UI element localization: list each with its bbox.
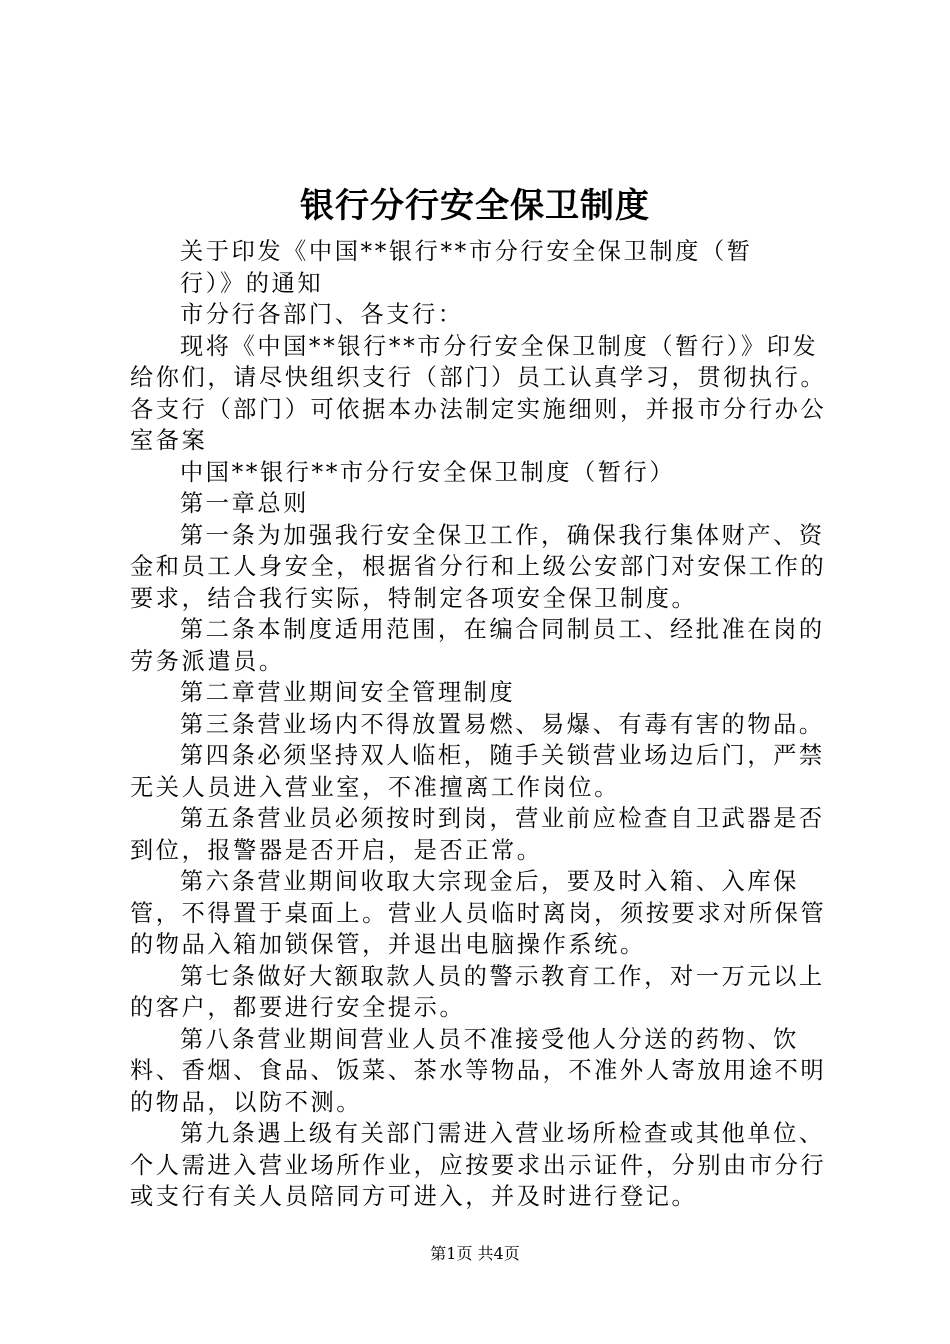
article-paragraph: 第四条必须坚持双人临柜，随手关锁营业场边后门，严禁无关人员进入营业室，不准擅离工作岗位。 <box>130 742 825 801</box>
article-paragraph: 第二条本制度适用范围，在编合同制员工、经批准在岗的劳务派遣员。 <box>130 616 825 675</box>
regulation-title: 中国**银行**市分行安全保卫制度（暂行） <box>180 458 676 486</box>
paragraph-intro: 现将《中国**银行**市分行安全保卫制度（暂行）》印发给你们，请尽快组织支行（部门）员工认真学习，贯彻执行。各支行（部门）可依据本办法制定实施细则，并报市分行办公室备案 <box>130 332 827 454</box>
article-paragraph: 第七条做好大额取款人员的警示教育工作，对一万元以上的客户，都要进行安全提示。 <box>130 962 825 1021</box>
page-number-footer: 第1页 共4页 <box>430 1244 520 1263</box>
article-paragraph: 第九条遇上级有关部门需进入营业场所检查或其他单位、个人需进入营业场所作业，应按要求出示证件，分别由市分行或支行有关人员陪同方可进入，并及时进行登记。 <box>130 1120 827 1210</box>
article-paragraph: 第三条营业场内不得放置易燃、易爆、有毒有害的物品。 <box>180 710 825 738</box>
article-paragraph: 第八条营业期间营业人员不准接受他人分送的药物、饮料、香烟、食品、饭菜、茶水等物品，不准外人寄放用途不明的物品，以防不测。 <box>130 1025 827 1116</box>
chapter-heading: 第二章营业期间安全管理制度 <box>180 679 516 706</box>
notice-heading: 关于印发《中国**银行**市分行安全保卫制度（暂行）》的通知 <box>180 238 753 297</box>
salutation: 市分行各部门、各支行： <box>180 301 464 328</box>
article-paragraph: 第六条营业期间收取大宗现金后，要及时入箱、入库保管，不得置于桌面上。营业人员临时离岗，须按要求对所保管的物品入箱加锁保管，并退出电脑操作系统。 <box>130 868 827 958</box>
article-paragraph: 第一条为加强我行安全保卫工作，确保我行集体财产、资金和员工人身安全，根据省分行和上级公安部门对安保工作的要求，结合我行实际，特制定各项安全保卫制度。 <box>130 521 827 612</box>
chapter-heading: 第一章总则 <box>180 490 309 517</box>
document-title: 银行分行安全保卫制度 <box>300 186 650 226</box>
document-body <box>130 236 835 1213</box>
article-paragraph: 第五条营业员必须按时到岗，营业前应检查自卫武器是否到位，报警器是否开启，是否正常。 <box>130 805 825 864</box>
